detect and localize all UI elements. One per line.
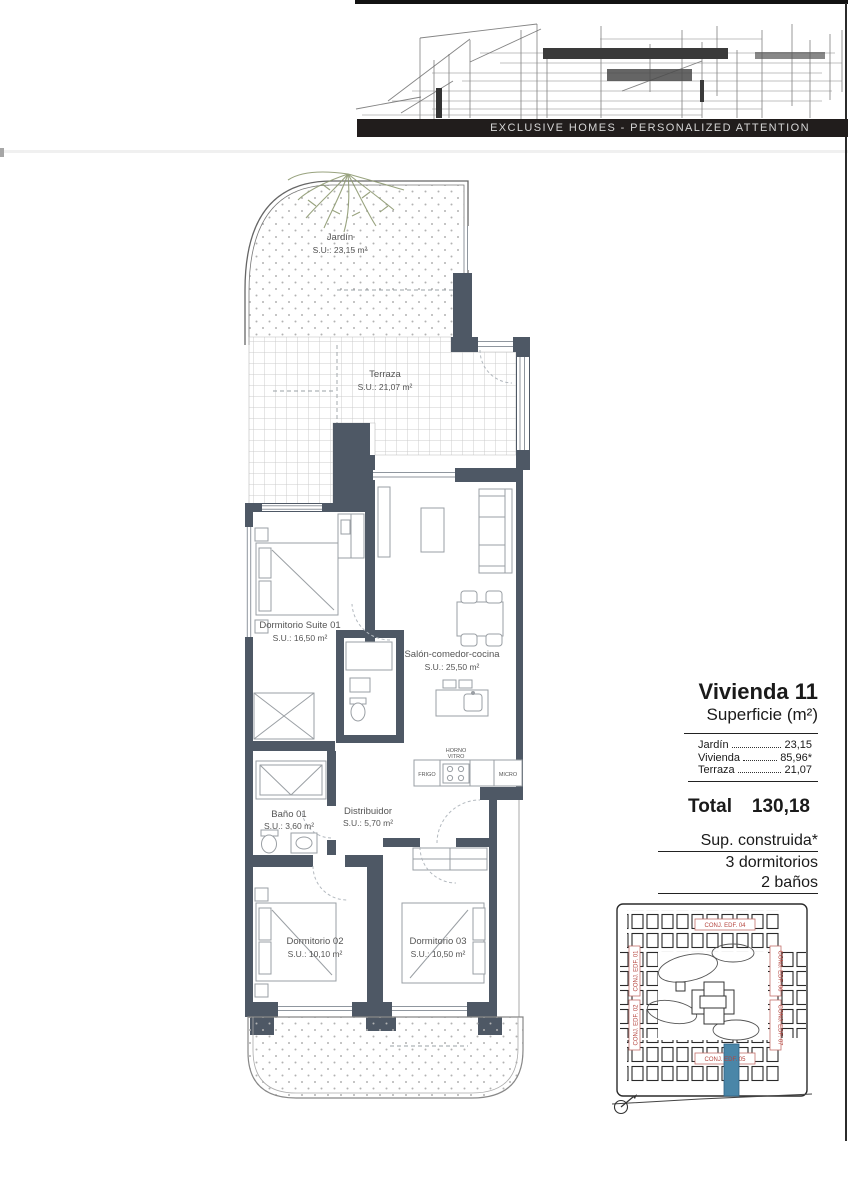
room-area-dorm2: S.U.: 10,10 m² [287, 949, 343, 959]
site-label-right-lower: CONJ. EDF. 07 [776, 1004, 783, 1046]
toilet [262, 835, 277, 853]
scan-artifact [0, 148, 4, 157]
room-label-salon: Salón-comedor-cocina [404, 649, 500, 660]
sofa [479, 489, 512, 573]
footnote-block [658, 832, 818, 894]
sketch-beam [755, 52, 825, 59]
sketch-column [436, 88, 442, 118]
divider [684, 733, 818, 734]
toilet [351, 703, 365, 721]
area-value: 21,07 [784, 764, 812, 777]
stool [459, 680, 472, 688]
tv-unit [378, 487, 390, 557]
site-label-top: CONJ. EDF. 04 [704, 923, 746, 929]
stool [443, 680, 456, 688]
info-panel [658, 680, 818, 894]
highlighted-unit [724, 1044, 739, 1096]
site-label-left-lower: CONJ. EDF. 02 [633, 1004, 640, 1046]
nightstand [255, 528, 268, 541]
dining-table [457, 602, 503, 636]
label-fridge: FRIGO [418, 772, 436, 778]
hob [443, 764, 469, 783]
room-area-distribuidor: S.U.: 5,70 m² [342, 818, 394, 828]
unit-title: Vivienda 11 [698, 679, 818, 704]
island-sink [464, 694, 482, 711]
room-area-suite: S.U.: 16,50 m² [272, 633, 328, 643]
room-label-dorm2: Dormitorio 02 [286, 936, 344, 947]
room-label-suite: Dormitorio Suite 01 [259, 620, 341, 631]
nightstand [255, 984, 268, 997]
total-label: Total [688, 795, 732, 817]
page-edge-line [845, 3, 847, 1141]
sketch-roof-slab [543, 48, 728, 59]
area-row [658, 764, 818, 777]
area-label: Vivienda [698, 751, 740, 764]
sink [350, 678, 370, 692]
room-label-distribuidor: Distribuidor [343, 806, 393, 817]
room-area-bano: S.U.: 3,60 m² [263, 821, 315, 831]
sketch-canopy-slab [607, 69, 692, 81]
room-label-bano: Baño 01 [271, 809, 307, 820]
room-label-terraza: Terraza [369, 369, 401, 380]
site-plan [605, 890, 820, 1125]
area-value: 23,15 [784, 739, 812, 751]
area-label: Terraza [698, 764, 735, 777]
area-value: 85,96* [780, 751, 812, 764]
room-area-dorm3: S.U.: 10,50 m² [410, 949, 466, 959]
label-hob-2: VITRO [447, 754, 465, 760]
dot-leader [732, 747, 782, 748]
sketch-column [700, 80, 704, 102]
dot-leader [738, 772, 782, 773]
chair [461, 591, 477, 603]
garden-area [249, 185, 464, 337]
dot-leader [743, 760, 777, 761]
chair [461, 634, 477, 646]
nightstand [255, 888, 268, 901]
total-row [658, 782, 818, 818]
coffee-table [421, 508, 444, 552]
chair [486, 591, 502, 603]
bathroom-count: 2 baños [658, 872, 818, 894]
bottom-terrace [248, 1017, 523, 1098]
site-label-bottom: CONJ. EDF. 05 [704, 1057, 746, 1063]
label-micro: MICRO [498, 772, 518, 778]
banner-text: EXCLUSIVE HOMES - PERSONALIZED ATTENTION [490, 122, 810, 134]
banner [357, 119, 848, 137]
room-label-dorm3: Dormitorio 03 [409, 936, 467, 947]
floor-plan [240, 160, 540, 1120]
shower [346, 642, 392, 670]
total-value: 130,18 [751, 795, 810, 817]
room-area-terraza: S.U.: 21,07 m² [357, 382, 413, 392]
label-hob-1: HORNO [445, 748, 467, 754]
area-row [658, 752, 818, 765]
room-area-salon: S.U.: 25,50 m² [424, 662, 480, 672]
bedroom-count: 3 dormitorios [725, 853, 818, 871]
surface-subtitle: Superficie (m²) [706, 705, 818, 724]
area-row [658, 739, 818, 752]
room-area-jardin: S.U.: 23,15 m² [312, 245, 368, 255]
site-label-right-upper: CONJ. EDF. 06 [776, 950, 783, 992]
site-label-left-upper: CONJ. EDF. 01 [633, 950, 640, 992]
garden-gate-window [461, 226, 470, 270]
room-label-jardin: Jardín [326, 232, 354, 243]
chair [486, 634, 502, 646]
area-label: Jardín [698, 739, 729, 751]
footnote: Sup. construida* [658, 832, 818, 852]
